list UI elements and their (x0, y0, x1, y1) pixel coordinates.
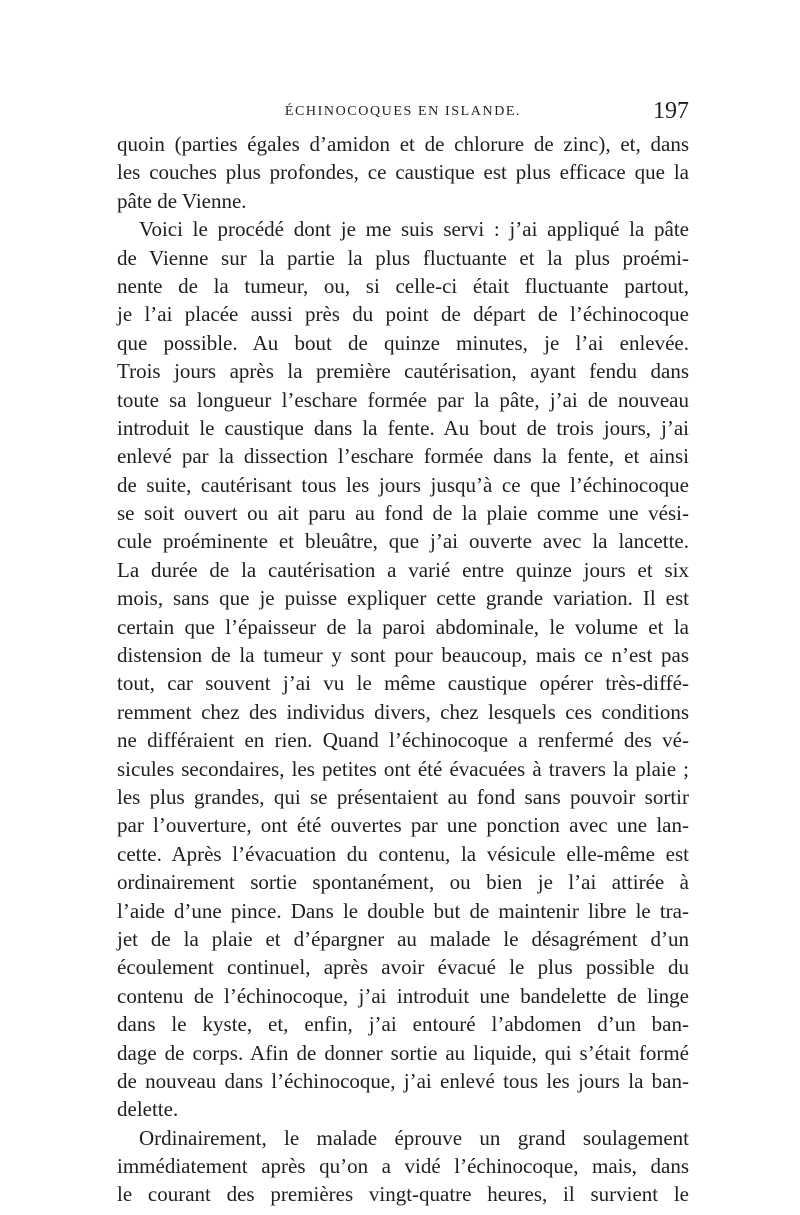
text-line: contenu de l’échinocoque, j’ai introduit une bandelette de linge (117, 983, 689, 1008)
text-line: je l’ai placée aussi près du point de départ de l’échinocoque (117, 302, 689, 327)
text-line: remment chez des individus divers, chez lesquels ces conditions (117, 699, 689, 724)
text-line: le courant des premières vingt-quatre heures, il survient le (117, 1182, 689, 1207)
text-line: ordinairement sortie spontanément, ou bien je l’ai attirée à (117, 870, 689, 895)
text-line: enlevé par la dissection l’eschare formée dans la fente, et ainsi (117, 444, 689, 469)
text-line: nente de la tumeur, ou, si celle-ci était fluctuante partout, (117, 273, 689, 298)
text-line: distension de la tumeur y sont pour beaucoup, mais ce n’est pas (117, 643, 689, 668)
text-line: les couches plus profondes, ce caustique est plus efficace que la (117, 160, 689, 185)
text-line: de nouveau dans l’échinocoque, j’ai enlevé tous les jours la ban- (117, 1068, 689, 1093)
text-line: introduit le caustique dans la fente. Au bout de trois jours, j’ai (117, 415, 689, 440)
text-line: Voici le procédé dont je me suis servi : j’ai appliqué la pâte (139, 217, 689, 242)
text-line: dage de corps. Afin de donner sortie au liquide, qui s’était formé (117, 1040, 689, 1065)
text-line: mois, sans que je puisse expliquer cette grande variation. Il est (117, 586, 689, 611)
text-line: ne différaient en rien. Quand l’échinocoque a renfermé des vé- (117, 728, 689, 753)
running-title: ÉCHINOCOQUES EN ISLANDE. (284, 104, 522, 119)
text-line: se soit ouvert ou ait paru au fond de la plaie comme une vési- (117, 501, 689, 526)
text-line: l’aide d’une pince. Dans le double but de maintenir libre le tra- (117, 898, 689, 923)
text-line: de suite, cautérisant tous les jours jusqu’à ce que l’échinocoque (117, 472, 689, 497)
page-header (117, 98, 689, 128)
text-line: cette. Après l’évacuation du contenu, la vésicule elle-même est (117, 841, 689, 866)
text-line: sicules secondaires, les petites ont été évacuées à travers la plaie ; (117, 756, 689, 781)
text-line: delette. (117, 1097, 179, 1122)
text-line: dans le kyste, et, enfin, j’ai entouré l’abdomen d’un ban- (117, 1012, 689, 1037)
text-line: quoin (parties égales d’amidon et de chlorure de zinc), et, dans (117, 132, 689, 156)
text-line: tout, car souvent j’ai vu le même caustique opérer très-diffé- (117, 671, 689, 696)
page-number: 197 (653, 98, 689, 124)
text-line: par l’ouverture, ont été ouvertes par une ponction avec une lan- (117, 813, 689, 838)
text-line: de Vienne sur la partie la plus fluctuante et la plus proémi- (117, 245, 689, 270)
text-line: que possible. Au bout de quinze minutes, je l’ai enlevée. (117, 330, 689, 355)
text-line: toute sa longueur l’eschare formée par la pâte, j’ai de nouveau (117, 387, 689, 412)
text-line: pâte de Vienne. (117, 188, 247, 213)
text-line: Trois jours après la première cautérisation, ayant fendu dans (117, 359, 689, 384)
text-line: La durée de la cautérisation a varié entre quinze jours et six (117, 557, 689, 582)
text-line: les plus grandes, qui se présentaient au fond sans pouvoir sortir (117, 784, 689, 809)
text-line: jet de la plaie et d’épargner au malade le désagrément d’un (117, 926, 689, 951)
text-line: Ordinairement, le malade éprouve un grand soulagement (139, 1125, 689, 1150)
text-line: cule proéminente et bleuâtre, que j’ai ouverte avec la lancette. (117, 529, 689, 554)
text-line: certain que l’épaisseur de la paroi abdominale, le volume et la (117, 614, 689, 639)
text-line: immédiatement après qu’on a vidé l’échinocoque, mais, dans (117, 1154, 689, 1179)
body-text (117, 130, 689, 1209)
text-line: écoulement continuel, après avoir évacué le plus possible du (117, 955, 689, 980)
